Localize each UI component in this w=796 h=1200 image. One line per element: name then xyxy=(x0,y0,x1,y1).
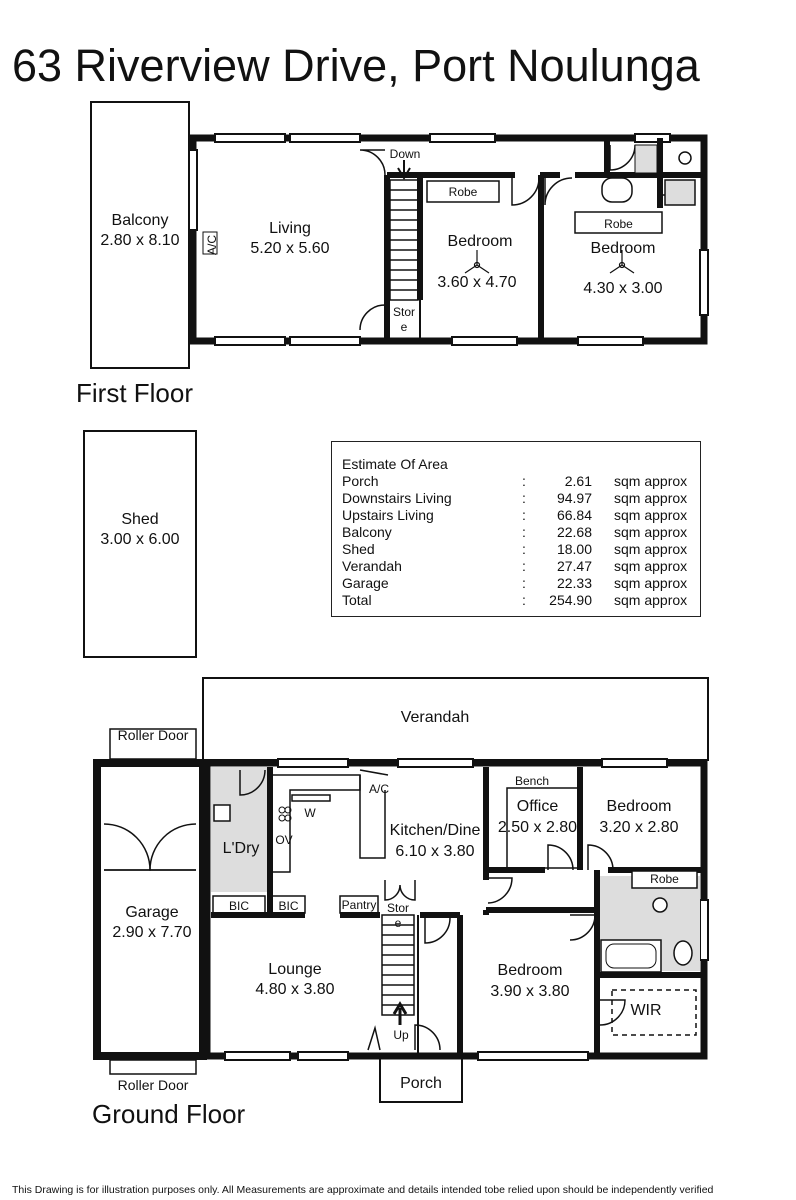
first-floor-store-line1: Stor xyxy=(392,305,415,319)
roller-door-top-label: Roller Door xyxy=(117,727,189,743)
area-row xyxy=(342,507,692,524)
ground-floor-label: Ground Floor xyxy=(92,1099,246,1129)
garage-size: 2.90 x 7.70 xyxy=(112,924,192,941)
area-row-unit: sqm approx xyxy=(614,507,688,523)
verandah-label: Verandah xyxy=(400,709,470,726)
area-row-unit: sqm approx xyxy=(614,473,688,489)
washer-label: W xyxy=(304,806,316,820)
lounge-name: Lounge xyxy=(268,961,322,978)
office-size: 2.50 x 2.80 xyxy=(497,819,578,836)
area-row-unit: sqm approx xyxy=(614,575,688,591)
area-row-unit: sqm approx xyxy=(614,541,688,557)
area-row-name: Total xyxy=(342,592,372,608)
area-row-colon: : xyxy=(522,490,526,506)
area-row-value: 254.90 xyxy=(549,592,592,608)
ff-bedroom2-size: 4.30 x 3.00 xyxy=(583,280,663,297)
area-row-value: 94.97 xyxy=(556,490,592,506)
area-row-name: Upstairs Living xyxy=(342,507,434,523)
living-name: Living xyxy=(269,220,311,237)
area-row-unit: sqm approx xyxy=(614,558,688,574)
gf-bedroom1-size: 3.20 x 2.80 xyxy=(599,819,679,836)
office-bench-label: Bench xyxy=(514,774,550,788)
wir-label: WIR xyxy=(630,1002,662,1019)
stairs-down-label: Down xyxy=(389,147,421,161)
area-row-colon: : xyxy=(522,575,526,591)
pantry-label: Pantry xyxy=(341,898,377,912)
area-row-name: Shed xyxy=(342,541,375,557)
balcony-size: 2.80 x 8.10 xyxy=(100,232,180,249)
stairs-up-label: Up xyxy=(393,1028,409,1042)
area-row-name: Verandah xyxy=(342,558,402,574)
roller-door-bottom-label: Roller Door xyxy=(117,1077,189,1093)
office-name: Office xyxy=(516,798,559,815)
area-table-title: Estimate Of Area xyxy=(342,456,448,472)
area-row-value: 2.61 xyxy=(564,473,592,489)
shed-size: 3.00 x 6.00 xyxy=(100,531,180,548)
area-row-colon: : xyxy=(522,507,526,523)
area-row xyxy=(342,490,692,507)
disclaimer-text: This Drawing is for illustration purposes only. All Measurements are approximate and details intended tobe relied upon should be independently verified xyxy=(12,1184,714,1196)
area-row xyxy=(342,592,692,609)
page-title: 63 Riverview Drive, Port Noulunga xyxy=(12,40,700,91)
garage-name: Garage xyxy=(125,904,179,921)
area-estimate-table xyxy=(331,441,701,617)
area-row-colon: : xyxy=(522,541,526,557)
first-floor-label: First Floor xyxy=(76,378,193,408)
gf-bedroom2-size: 3.90 x 3.80 xyxy=(490,983,570,1000)
laundry-label: L'Dry xyxy=(222,840,260,857)
area-row xyxy=(342,524,692,541)
ground-floor-ac-label: A/C xyxy=(368,782,389,796)
area-row-unit: sqm approx xyxy=(614,490,688,506)
shed-name: Shed xyxy=(121,511,159,528)
lounge-size: 4.80 x 3.80 xyxy=(255,981,335,998)
area-row-colon: : xyxy=(522,473,526,489)
area-row-unit: sqm approx xyxy=(614,524,688,540)
bic1-label: BIC xyxy=(228,899,249,913)
area-row-name: Downstairs Living xyxy=(342,490,452,506)
area-row xyxy=(342,541,692,558)
area-row-name: Balcony xyxy=(342,524,392,540)
porch-label: Porch xyxy=(400,1075,442,1092)
area-row-colon: : xyxy=(522,558,526,574)
bedroom1-robe-label: Robe xyxy=(448,185,478,199)
area-row-colon: : xyxy=(522,592,526,608)
area-row-value: 22.33 xyxy=(556,575,592,591)
bedroom2-robe-label: Robe xyxy=(604,217,633,231)
area-row-colon: : xyxy=(522,524,526,540)
bic2-label: BIC xyxy=(278,899,299,913)
area-row xyxy=(342,558,692,575)
balcony-name: Balcony xyxy=(111,212,169,229)
oven-label: OV xyxy=(275,833,293,847)
area-row-unit: sqm approx xyxy=(614,592,688,608)
first-floor-store-line2: e xyxy=(400,320,408,334)
ground-floor-store-line2: e xyxy=(394,916,402,930)
ff-bedroom2-name: Bedroom xyxy=(590,240,656,257)
area-row-name: Garage xyxy=(342,575,389,591)
area-row-value: 18.00 xyxy=(556,541,592,557)
area-row-name: Porch xyxy=(342,473,379,489)
kitchen-name: Kitchen/Dine xyxy=(389,822,481,839)
gf-bedroom1-robe-label: Robe xyxy=(650,872,679,886)
area-row-value: 27.47 xyxy=(556,558,592,574)
area-row xyxy=(342,473,692,490)
area-row-value: 22.68 xyxy=(556,524,592,540)
kitchen-size: 6.10 x 3.80 xyxy=(395,843,475,860)
ff-bedroom1-name: Bedroom xyxy=(447,233,513,250)
area-row-value: 66.84 xyxy=(556,507,592,523)
ground-floor-store-line1: Stor xyxy=(386,901,409,915)
area-row xyxy=(342,575,692,592)
gf-bedroom1-name: Bedroom xyxy=(606,798,672,815)
first-floor-ac-label: A/C xyxy=(205,235,219,256)
gf-bedroom2-name: Bedroom xyxy=(497,962,563,979)
ff-bedroom1-size: 3.60 x 4.70 xyxy=(437,274,517,291)
living-size: 5.20 x 5.60 xyxy=(250,240,330,257)
